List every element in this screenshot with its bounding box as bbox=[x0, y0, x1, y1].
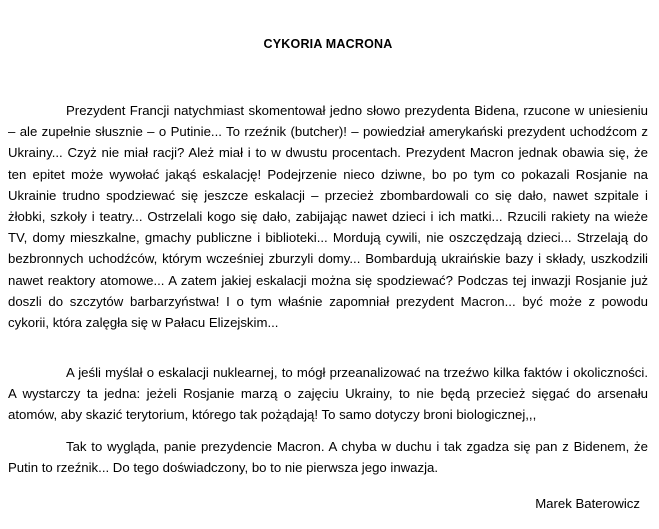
author-signature: Marek Baterowicz bbox=[535, 496, 640, 511]
paragraph-2: A jeśli myślał o eskalacji nuklearnej, to mógł przeanalizować na trzeźwo kilka faktów i okoliczności. A wystarczy ta jedna: jeżeli Rosjanie marzą o zajęciu Ukrainy, to nie będą przecież sięgać do arsenału atomów, aby skazić terytorium, którego tak pożądają! To samo dotyczy broni biologicznej,,, bbox=[8, 365, 648, 423]
paragraph-3: Tak to wygląda, panie prezydencie Macron. A chyba w duchu i tak zgadza się pan z Bidenem, że Putin to rzeźnik... Do tego doświadczony, bo to nie pierwsza jego inwazja. bbox=[8, 439, 648, 476]
paragraph-1: Prezydent Francji natychmiast skomentował jedno słowo prezydenta Bidena, rzucone w uniesieniu – ale zupełnie słusznie – o Putinie... To rzeźnik (butcher)! – powiedział amerykański prezydent uchodźcom z Ukrainy... Czyż nie miał racji? Ależ miał i to w dwustu procentach. Prezydent Macron jednak obawia się, że ten epitet może wywołać jakąś eskalację! Podejrzenie nieco dziwne, bo po tym co pokazali Rosjanie na Ukrainie trudno spodziewać się jeszcze eskalacji – przecież zbombardowali co się dało, nawet szpitale i żłobki, szkoły i teatry... Ostrzelali kogo się dało, zabijając nawet dzieci i ich matki... Rzucili rakiety na wieże TV, domy mieszkalne, gmachy publiczne i biblioteki... Mordują cywili, nie oszczędzają dzieci... Strzelają do bezbronnych uchodźców, którym wcześniej zburzyli domy... Bombardują ukraińskie bazy i składy, uszkodzili nawet reaktory atomowe... A zatem jakiej eskalacji można się spodziewać? Podczas tej inwazji Rosjanie już doszli do szczytów barbarzyństwa! I o tym właśnie zapomniał prezydent Macron... być może z powodu cykorii, która zalęgła się w Pałacu Elizejskim... bbox=[8, 103, 648, 331]
document-page bbox=[8, 0, 648, 529]
document-title: CYKORIA MACRONA bbox=[263, 37, 393, 51]
